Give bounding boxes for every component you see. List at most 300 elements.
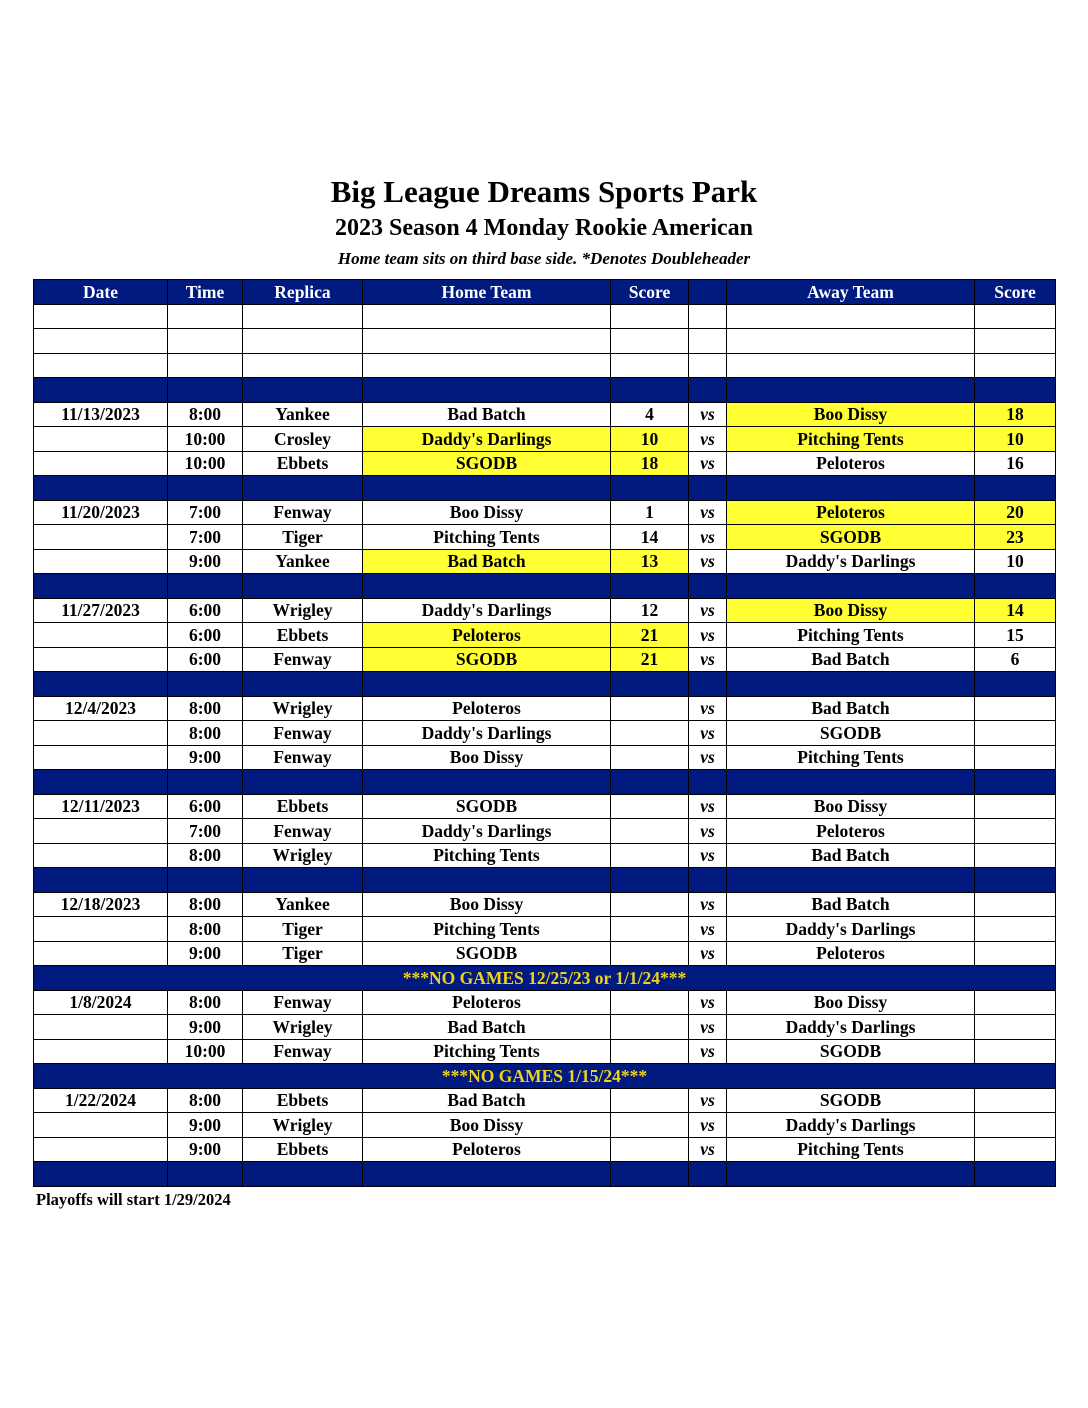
home-team: Daddy's Darlings	[363, 598, 611, 623]
separator-row	[34, 1162, 1056, 1187]
replica-field: Fenway	[243, 990, 363, 1015]
away-team: Boo Dissy	[727, 402, 975, 427]
game-time: 7:00	[168, 819, 243, 844]
away-team: Bad Batch	[727, 892, 975, 917]
home-team: Pitching Tents	[363, 1039, 611, 1064]
table-row	[34, 549, 1056, 574]
table-cell	[611, 304, 689, 329]
vs-label: vs	[689, 990, 727, 1015]
table-cell	[727, 1162, 975, 1187]
away-team: Bad Batch	[727, 843, 975, 868]
away-score	[975, 794, 1056, 819]
away-team: SGODB	[727, 1088, 975, 1113]
table-cell	[168, 329, 243, 354]
replica-field: Ebbets	[243, 623, 363, 648]
table-cell	[34, 329, 168, 354]
game-date	[34, 843, 168, 868]
away-team: Bad Batch	[727, 696, 975, 721]
away-score	[975, 1113, 1056, 1138]
replica-field: Fenway	[243, 745, 363, 770]
table-cell	[975, 672, 1056, 697]
home-team: Boo Dissy	[363, 500, 611, 525]
separator-row	[34, 770, 1056, 795]
vs-label: vs	[689, 1039, 727, 1064]
game-time: 6:00	[168, 647, 243, 672]
home-score: 10	[611, 427, 689, 452]
away-score	[975, 990, 1056, 1015]
table-row	[34, 1015, 1056, 1040]
table-row	[34, 500, 1056, 525]
game-date	[34, 427, 168, 452]
table-cell	[243, 770, 363, 795]
table-row	[34, 696, 1056, 721]
home-team: SGODB	[363, 794, 611, 819]
away-team: Pitching Tents	[727, 623, 975, 648]
col-header-time: Time	[168, 280, 243, 305]
title-block	[0, 172, 1088, 272]
away-team: Bad Batch	[727, 647, 975, 672]
away-score: 6	[975, 647, 1056, 672]
game-time: 8:00	[168, 917, 243, 942]
replica-field: Fenway	[243, 647, 363, 672]
vs-label: vs	[689, 696, 727, 721]
game-time: 10:00	[168, 1039, 243, 1064]
table-cell	[363, 329, 611, 354]
game-date	[34, 819, 168, 844]
game-date: 1/8/2024	[34, 990, 168, 1015]
game-time: 7:00	[168, 500, 243, 525]
col-header-home-score: Score	[611, 280, 689, 305]
page-title: Big League Dreams Sports Park	[330, 174, 758, 209]
table-cell	[363, 1162, 611, 1187]
table-cell	[243, 476, 363, 501]
table-cell	[34, 476, 168, 501]
table-row	[34, 843, 1056, 868]
table-cell	[689, 378, 727, 403]
table-cell	[611, 329, 689, 354]
schedule-body	[34, 304, 1056, 1186]
table-cell	[611, 353, 689, 378]
home-score	[611, 745, 689, 770]
away-score: 16	[975, 451, 1056, 476]
table-row	[34, 1137, 1056, 1162]
table-cell	[689, 770, 727, 795]
table-row	[34, 721, 1056, 746]
away-score: 20	[975, 500, 1056, 525]
away-score	[975, 892, 1056, 917]
home-score	[611, 1088, 689, 1113]
vs-label: vs	[689, 721, 727, 746]
table-cell	[975, 378, 1056, 403]
away-team: Pitching Tents	[727, 745, 975, 770]
game-time: 10:00	[168, 451, 243, 476]
away-team: SGODB	[727, 1039, 975, 1064]
vs-label: vs	[689, 1088, 727, 1113]
table-cell	[611, 378, 689, 403]
table-cell	[689, 329, 727, 354]
table-cell	[363, 353, 611, 378]
table-cell	[243, 672, 363, 697]
replica-field: Tiger	[243, 525, 363, 550]
home-score: 21	[611, 623, 689, 648]
table-cell	[168, 476, 243, 501]
table-row	[34, 794, 1056, 819]
table-cell	[975, 353, 1056, 378]
away-score	[975, 1015, 1056, 1040]
replica-field: Ebbets	[243, 1088, 363, 1113]
table-cell	[689, 672, 727, 697]
game-date	[34, 1015, 168, 1040]
game-date: 11/27/2023	[34, 598, 168, 623]
vs-label: vs	[689, 1137, 727, 1162]
vs-label: vs	[689, 794, 727, 819]
table-cell	[975, 868, 1056, 893]
away-score	[975, 1088, 1056, 1113]
away-score	[975, 745, 1056, 770]
table-cell	[611, 476, 689, 501]
empty-row	[34, 304, 1056, 329]
table-cell	[168, 868, 243, 893]
away-score	[975, 1039, 1056, 1064]
game-time: 8:00	[168, 1088, 243, 1113]
away-score	[975, 1137, 1056, 1162]
empty-row	[34, 353, 1056, 378]
away-score	[975, 917, 1056, 942]
away-team: Daddy's Darlings	[727, 1015, 975, 1040]
game-time: 8:00	[168, 402, 243, 427]
home-score: 1	[611, 500, 689, 525]
home-team: Pitching Tents	[363, 843, 611, 868]
vs-label: vs	[689, 598, 727, 623]
table-cell	[34, 378, 168, 403]
game-date	[34, 647, 168, 672]
table-cell	[363, 868, 611, 893]
home-score: 13	[611, 549, 689, 574]
replica-field: Yankee	[243, 402, 363, 427]
table-row	[34, 1088, 1056, 1113]
table-cell	[168, 1162, 243, 1187]
table-cell	[34, 672, 168, 697]
home-score	[611, 1015, 689, 1040]
game-date	[34, 1137, 168, 1162]
table-row	[34, 525, 1056, 550]
page-subtitle: 2023 Season 4 Monday Rookie American	[334, 215, 753, 241]
playoffs-note: Playoffs will start 1/29/2024	[36, 1190, 231, 1209]
table-cell	[168, 672, 243, 697]
table-cell	[689, 304, 727, 329]
home-team: Bad Batch	[363, 1088, 611, 1113]
home-score	[611, 721, 689, 746]
away-score	[975, 941, 1056, 966]
away-team: SGODB	[727, 721, 975, 746]
game-date	[34, 1039, 168, 1064]
away-team: Pitching Tents	[727, 427, 975, 452]
table-row	[34, 1113, 1056, 1138]
table-row	[34, 941, 1056, 966]
game-time: 8:00	[168, 721, 243, 746]
table-cell	[727, 353, 975, 378]
table-cell	[34, 1162, 168, 1187]
table-cell	[611, 770, 689, 795]
table-row	[34, 647, 1056, 672]
table-row	[34, 892, 1056, 917]
separator-row	[34, 476, 1056, 501]
game-time: 8:00	[168, 696, 243, 721]
table-row	[34, 623, 1056, 648]
game-date: 12/4/2023	[34, 696, 168, 721]
home-team: SGODB	[363, 941, 611, 966]
table-cell	[975, 770, 1056, 795]
game-date: 11/13/2023	[34, 402, 168, 427]
home-score	[611, 794, 689, 819]
game-time: 6:00	[168, 794, 243, 819]
replica-field: Wrigley	[243, 1113, 363, 1138]
home-score	[611, 1113, 689, 1138]
away-team: SGODB	[727, 525, 975, 550]
game-time: 9:00	[168, 745, 243, 770]
away-team: Peloteros	[727, 451, 975, 476]
table-cell	[363, 770, 611, 795]
replica-field: Tiger	[243, 941, 363, 966]
col-header-replica: Replica	[243, 280, 363, 305]
replica-field: Ebbets	[243, 451, 363, 476]
game-time: 9:00	[168, 941, 243, 966]
table-cell	[168, 353, 243, 378]
table-cell	[611, 868, 689, 893]
table-row	[34, 990, 1056, 1015]
game-time: 8:00	[168, 843, 243, 868]
away-team: Daddy's Darlings	[727, 1113, 975, 1138]
vs-label: vs	[689, 917, 727, 942]
col-header-away-team: Away Team	[727, 280, 975, 305]
col-header-vs	[689, 280, 727, 305]
no-games-notice-row	[34, 966, 1056, 991]
game-date	[34, 525, 168, 550]
replica-field: Yankee	[243, 892, 363, 917]
col-header-home-team: Home Team	[363, 280, 611, 305]
game-time: 9:00	[168, 549, 243, 574]
table-cell	[975, 574, 1056, 599]
table-cell	[34, 353, 168, 378]
vs-label: vs	[689, 549, 727, 574]
table-header-row	[34, 280, 1056, 305]
away-team: Boo Dissy	[727, 990, 975, 1015]
separator-row	[34, 574, 1056, 599]
home-team: SGODB	[363, 451, 611, 476]
away-score: 10	[975, 549, 1056, 574]
col-header-date: Date	[34, 280, 168, 305]
home-score: 14	[611, 525, 689, 550]
home-score	[611, 990, 689, 1015]
replica-field: Fenway	[243, 1039, 363, 1064]
table-cell	[727, 574, 975, 599]
table-cell	[168, 378, 243, 403]
table-cell	[168, 770, 243, 795]
replica-field: Wrigley	[243, 1015, 363, 1040]
game-time: 8:00	[168, 892, 243, 917]
away-team: Peloteros	[727, 500, 975, 525]
away-team: Pitching Tents	[727, 1137, 975, 1162]
table-cell	[363, 378, 611, 403]
table-cell	[689, 574, 727, 599]
schedule-table	[33, 279, 1056, 1187]
home-team: Peloteros	[363, 623, 611, 648]
replica-field: Yankee	[243, 549, 363, 574]
vs-label: vs	[689, 819, 727, 844]
away-score	[975, 721, 1056, 746]
away-team: Peloteros	[727, 941, 975, 966]
table-cell	[243, 304, 363, 329]
away-team: Daddy's Darlings	[727, 917, 975, 942]
separator-row	[34, 868, 1056, 893]
home-team-note: Home team sits on third base side. *Denotes Doubleheader	[337, 249, 751, 268]
away-score	[975, 819, 1056, 844]
table-row	[34, 917, 1056, 942]
game-time: 9:00	[168, 1015, 243, 1040]
game-date	[34, 721, 168, 746]
table-cell	[689, 353, 727, 378]
table-cell	[689, 868, 727, 893]
away-score: 18	[975, 402, 1056, 427]
vs-label: vs	[689, 1015, 727, 1040]
home-team: Daddy's Darlings	[363, 819, 611, 844]
table-cell	[363, 304, 611, 329]
table-cell	[363, 476, 611, 501]
table-cell	[243, 1162, 363, 1187]
replica-field: Crosley	[243, 427, 363, 452]
table-row	[34, 427, 1056, 452]
game-date: 11/20/2023	[34, 500, 168, 525]
vs-label: vs	[689, 500, 727, 525]
game-date	[34, 549, 168, 574]
table-row	[34, 1039, 1056, 1064]
table-cell	[727, 378, 975, 403]
table-row	[34, 402, 1056, 427]
home-team: SGODB	[363, 647, 611, 672]
home-team: Bad Batch	[363, 549, 611, 574]
table-cell	[689, 476, 727, 501]
game-time: 9:00	[168, 1113, 243, 1138]
vs-label: vs	[689, 427, 727, 452]
table-row	[34, 451, 1056, 476]
vs-label: vs	[689, 525, 727, 550]
col-header-away-score: Score	[975, 280, 1056, 305]
vs-label: vs	[689, 941, 727, 966]
game-date	[34, 745, 168, 770]
table-cell	[243, 329, 363, 354]
away-score	[975, 696, 1056, 721]
game-date: 1/22/2024	[34, 1088, 168, 1113]
home-score	[611, 843, 689, 868]
table-cell	[727, 329, 975, 354]
home-team: Peloteros	[363, 1137, 611, 1162]
game-date	[34, 941, 168, 966]
away-team: Daddy's Darlings	[727, 549, 975, 574]
separator-row	[34, 672, 1056, 697]
home-score	[611, 941, 689, 966]
away-team: Boo Dissy	[727, 794, 975, 819]
game-time: 9:00	[168, 1137, 243, 1162]
home-team: Boo Dissy	[363, 745, 611, 770]
replica-field: Tiger	[243, 917, 363, 942]
game-date	[34, 917, 168, 942]
table-cell	[975, 1162, 1056, 1187]
table-cell	[611, 672, 689, 697]
replica-field: Ebbets	[243, 1137, 363, 1162]
home-team: Pitching Tents	[363, 917, 611, 942]
table-cell	[727, 770, 975, 795]
home-score: 12	[611, 598, 689, 623]
table-cell	[243, 868, 363, 893]
game-date	[34, 451, 168, 476]
no-games-notice: ***NO GAMES 12/25/23 or 1/1/24***	[34, 966, 1056, 991]
no-games-notice: ***NO GAMES 1/15/24***	[34, 1064, 1056, 1089]
table-row	[34, 598, 1056, 623]
replica-field: Fenway	[243, 721, 363, 746]
table-cell	[727, 304, 975, 329]
vs-label: vs	[689, 451, 727, 476]
table-cell	[975, 304, 1056, 329]
replica-field: Fenway	[243, 500, 363, 525]
home-team: Pitching Tents	[363, 525, 611, 550]
table-cell	[727, 868, 975, 893]
table-cell	[975, 329, 1056, 354]
away-team: Boo Dissy	[727, 598, 975, 623]
replica-field: Wrigley	[243, 598, 363, 623]
vs-label: vs	[689, 892, 727, 917]
home-team: Peloteros	[363, 696, 611, 721]
no-games-notice-row	[34, 1064, 1056, 1089]
home-team: Bad Batch	[363, 1015, 611, 1040]
home-team: Bad Batch	[363, 402, 611, 427]
table-cell	[34, 304, 168, 329]
game-date	[34, 1113, 168, 1138]
empty-row	[34, 329, 1056, 354]
table-cell	[34, 574, 168, 599]
table-cell	[243, 353, 363, 378]
vs-label: vs	[689, 1113, 727, 1138]
table-cell	[611, 574, 689, 599]
table-cell	[168, 304, 243, 329]
home-score	[611, 917, 689, 942]
home-score	[611, 1039, 689, 1064]
replica-field: Ebbets	[243, 794, 363, 819]
table-cell	[727, 476, 975, 501]
vs-label: vs	[689, 745, 727, 770]
vs-label: vs	[689, 843, 727, 868]
home-team: Daddy's Darlings	[363, 427, 611, 452]
table-cell	[34, 868, 168, 893]
vs-label: vs	[689, 402, 727, 427]
away-score: 15	[975, 623, 1056, 648]
home-score	[611, 819, 689, 844]
table-cell	[363, 672, 611, 697]
table-cell	[168, 574, 243, 599]
away-score: 14	[975, 598, 1056, 623]
separator-row	[34, 378, 1056, 403]
table-cell	[975, 476, 1056, 501]
game-time: 10:00	[168, 427, 243, 452]
table-cell	[34, 770, 168, 795]
table-row	[34, 745, 1056, 770]
away-score	[975, 843, 1056, 868]
home-team: Daddy's Darlings	[363, 721, 611, 746]
home-score	[611, 1137, 689, 1162]
home-score: 4	[611, 402, 689, 427]
game-time: 7:00	[168, 525, 243, 550]
home-team: Peloteros	[363, 990, 611, 1015]
home-team: Boo Dissy	[363, 892, 611, 917]
